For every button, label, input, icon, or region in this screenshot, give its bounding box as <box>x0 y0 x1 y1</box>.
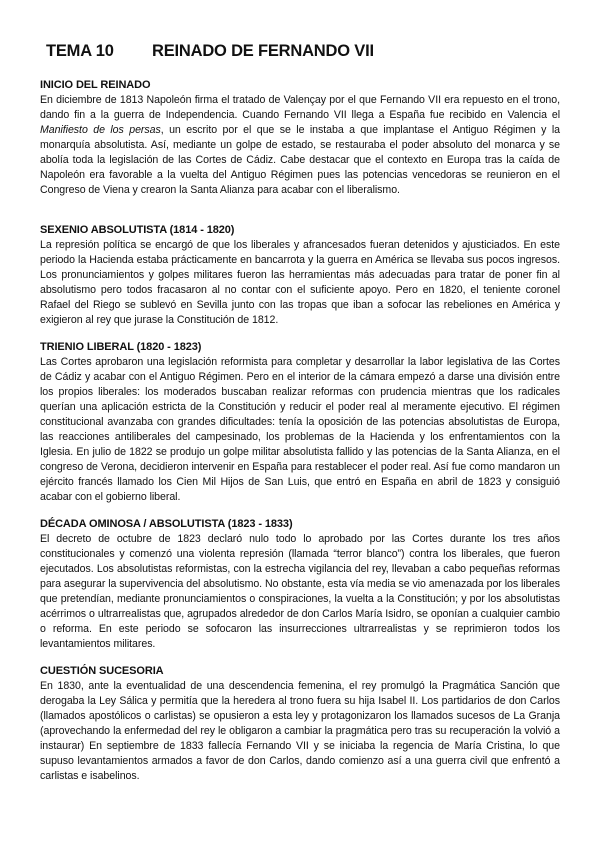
section-heading: DÉCADA OMINOSA / ABSOLUTISTA (1823 - 1833) <box>40 518 293 530</box>
section-body: El decreto de octubre de 1823 declaró nulo todo lo aprobado por las Cortes durante los tres años constitucionales y comenzó una violenta represión (llamada “terror blanco”) contra los liberales, que fueron ejecutados. Los absolutistas reformistas, con la estrecha vigilancia del rey, llevaban a cabo pequeñas reformas para asegurar la supervivencia del absolutismo. No obstante, esta vía media se vio amenazada por los liberales que pretendían, mediante pronunciamientos o conspiraciones, la vuelta a la Constitución; y por los absolutistas acérrimos o ultrarrealistas que, agrupados alrededor de don Carlos María Isidro, se oponían a cualquier cambio o reforma. En este periodo se sofocaron las insurrecciones ultrarrealistas y se reprimieron todos los levantamientos militares. <box>40 533 560 650</box>
section-heading: TRIENIO LIBERAL (1820 - 1823) <box>40 341 202 353</box>
section-body: Las Cortes aprobaron una legislación reformista para completar y desarrollar la labor legislativa de las Cortes de Cádiz y acabar con el Antiguo Régimen. Pero en el interior de la cámara empezó a darse una división entre los propios liberales: los moderados buscaban realizar reformas con prudencia mientras que los radicales querían una aplicación estricta de la Constitución y reducir el poder real al meramente ejecutivo. El régimen constitucional avanzaba con grandes dificultades: tenía la oposición de las potencias absolutistas de Europa, las reacciones antiliberales del campesinado, los problemas de la Hacienda y los enfrentamientos con la Iglesia. En julio de 1822 se produjo un golpe militar absolutista fallido y las potencias de la Santa Alianza, en el congreso de Verona, decidieron intervenir en España para restablecer el poder real. Así fue como mandaron un ejército francés llamado los Cien Mil Hijos de San Luis, que entró en España en abril de 1823 y consiguió acabar con el gobierno liberal. <box>40 356 560 503</box>
section-heading: INICIO DEL REINADO <box>40 79 151 91</box>
body-text-part: , un escrito por el que se le instaba a que implantase el Antiguo Régimen y la monarquía absolutista. Así, mediante un golpe de estado, se restauraba el poder absoluto del monarca y se abolía toda la legislación de las Cortes de Cádiz. Cabe destacar que el contexto en Europa tras la caída de Napoleón era favorable a la vuelta del Antiguo Régimen pues las potencias vencedoras se reunieron en el Congreso de Viena y crearon la Santa Alianza para acabar con el liberalismo. <box>40 124 560 196</box>
section-inicio-del-reinado <box>40 78 560 198</box>
section-heading: CUESTIÓN SUCESORIA <box>40 665 164 677</box>
section-body <box>40 93 560 198</box>
section-trienio-liberal <box>40 340 560 505</box>
section-cuestion-sucesoria <box>40 664 560 784</box>
section-decada-ominosa <box>40 517 560 652</box>
italic-title: Manifiesto de los persas <box>40 124 161 136</box>
document-header <box>40 42 560 64</box>
section-body: La represión política se encargó de que los liberales y afrancesados fueran detenidos y ajusticiados. En este periodo la Hacienda estaba prácticamente en bancarrota y la guerra en América se llevaba sus pocos ingresos. Los pronunciamientos y golpes militares fueron las herramientas más adecuadas para tratar de poner fin al absolutismo pero todos fracasaron al no contar con el suficiente apoyo. Pero en 1820, el teniente coronel Rafael del Riego se sublevó en Sevilla junto con las tropas que iban a sofocar las rebeliones en América y exigieron al rey que jurase la Constitución de 1812. <box>40 239 560 326</box>
page-title: REINADO DE FERNANDO VII <box>152 42 374 60</box>
section-sexenio-absolutista <box>40 223 560 328</box>
tema-label: TEMA 10 <box>46 42 114 60</box>
body-text-part: En diciembre de 1813 Napoleón firma el tratado de Valençay por el que Fernando VII era repuesto en el trono, dando fin a la guerra de Independencia. Cuando Fernando VII llega a España fue recibido en Valencia el <box>40 94 560 121</box>
section-body: En 1830, ante la eventualidad de una descendencia femenina, el rey promulgó la Pragmática Sanción que derogaba la Ley Sálica y permitía que la heredera al trono fuera su hija Isabel II. Los partidarios de don Carlos (llamados apostólicos o carlistas) se opusieron a esta ley y protagonizaron los llamados sucesos de La Granja (aprovechando la enfermedad del rey le obligaron a cambiar la pragmática pero tras su recuperación la volvió a instaurar) En septiembre de 1833 fallecía Fernando VII y se iniciaba la regencia de María Cristina, lo que supuso levantamientos armados a favor de don Carlos, dando comienzo así a una guerra civil que enfrentó a carlistas e isabelinos. <box>40 680 560 782</box>
section-heading: SEXENIO ABSOLUTISTA (1814 - 1820) <box>40 224 235 236</box>
